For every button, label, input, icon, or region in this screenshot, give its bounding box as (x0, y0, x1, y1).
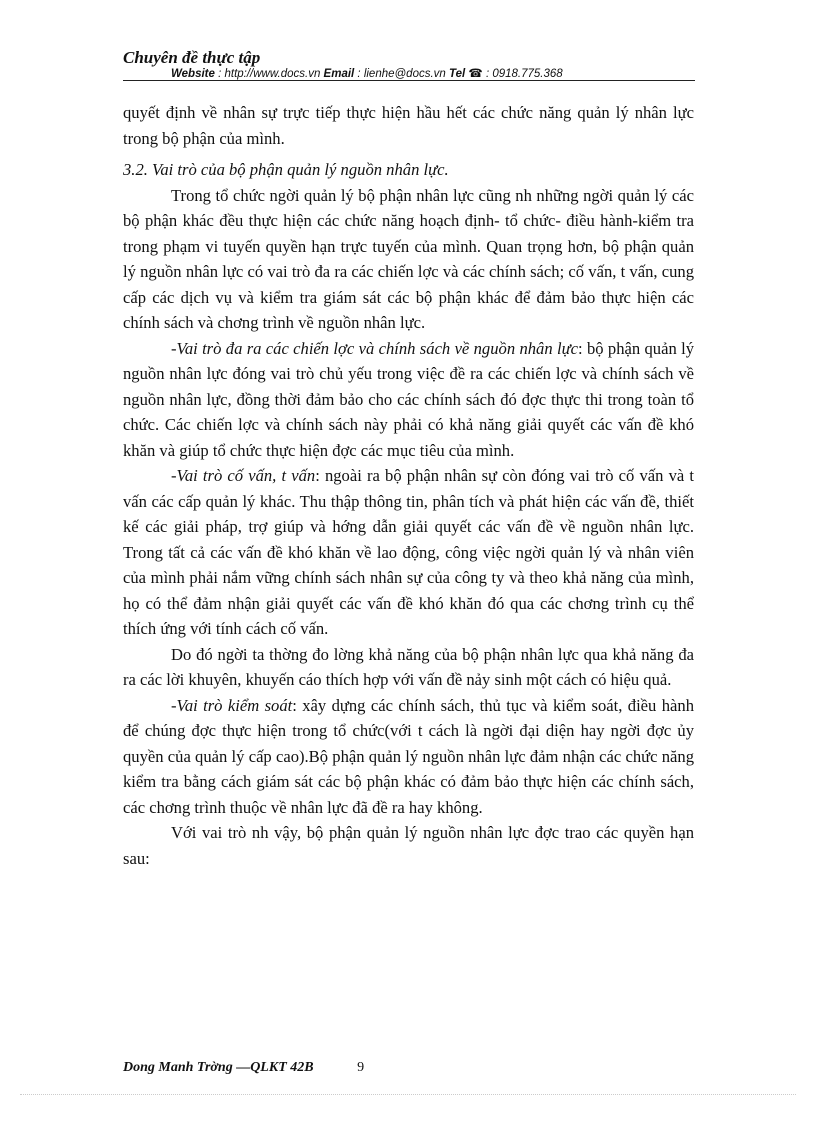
email-value: : lienhe@docs.vn (354, 68, 450, 80)
paragraph-strategy-role (123, 336, 694, 464)
paragraph-advisory-role (123, 463, 694, 642)
document-body (123, 100, 694, 871)
paragraph-control-role (123, 693, 694, 821)
text-advisory-role: : ngoài ra bộ phận nhân sự còn đóng vai trò cố vấn và t vấn các cấp quản lý khác. Thu thập thông tin, phân tích và phát hiện các vấn đề, thiết kế các giải pháp, trợ giúp và hớng dẫn giải quyết các vấn đề về nguồn nhân lực. Trong tất cả các vấn đề khó khăn về lao động, công việc ngời quản lý và nhân viên của mình phải nắm vững chính sách nhân sự của công ty và theo khả năng của mình, họ có thể đảm nhận giải quyết các vấn đề khó khăn đó qua các chơng trình cụ thể thích ứng với tính cách cố vấn. (123, 466, 694, 638)
page-footer (123, 1060, 364, 1076)
email-label: Email (323, 68, 355, 80)
paragraph-measurement: Do đó ngời ta thờng đo lờng khả năng của bộ phận nhân lực qua khả năng đa ra các lời khuyên, khuyến cáo thích hợp với vấn đề nảy sinh một cách có hiệu quả. (123, 644, 694, 689)
tel-value: : 0918.775.368 (482, 68, 563, 80)
term-control-role: -Vai trò kiểm soát (171, 695, 293, 715)
section-heading: 3.2. Vai trò của bộ phận quản lý nguồn nhân lực. (123, 160, 449, 179)
header-contact-line (171, 67, 695, 81)
bottom-divider (20, 1094, 796, 1095)
header-title: Chuyên đề thực tập (123, 48, 261, 67)
website-value: : http://www.docs.vn (214, 68, 324, 80)
tel-label: Tel (449, 68, 466, 80)
footer-author: Dong Manh Trờng —QLKT 42B (123, 1060, 314, 1075)
term-strategy-role: -Vai trò đa ra các chiến lợc và chính sách về nguồn nhân lực (171, 338, 579, 358)
website-label: Website (171, 68, 215, 80)
paragraph-continuation: quyết định về nhân sự trực tiếp thực hiện hầu hết các chức năng quản lý nhân lực trong bộ phận của mình. (123, 103, 694, 148)
header-divider (123, 80, 695, 81)
phone-icon: ☎ (468, 68, 483, 80)
text-control-role: : xây dựng các chính sách, thủ tục và kiểm soát, điều hành để chúng đợc thực hiện trong tổ chức(với t cách là ngời đại diện hay ngời đợc ủy quyền của quản lý cấp cao).Bộ phận quản lý nguồn nhân lực đảm nhận các chức năng kiểm tra bằng cách giám sát các bộ phận khác có đảm bảo thực hiện các chính sách, các chơng trình thuộc về nhân lực đã đề ra hay không. (123, 695, 694, 817)
term-advisory-role: -Vai trò cố vấn, t vấn (171, 466, 316, 485)
paragraph-intro: Trong tổ chức ngời quản lý bộ phận nhân lực cũng nh những ngời quản lý các bộ phận khác đều thực hiện các chức năng hoạch định- tổ chức- điều hành-kiểm tra trong phạm vi tuyến quyền hạn trực tuyến của mình. Quan trọng hơn, bộ phận quản lý nguồn nhân lực có vai trò đa ra các chiến lợc và các chính sách; cố vấn, t vấn, cung cấp các dịch vụ và kiểm tra giám sát các bộ phận khác để đảm bảo thực hiện các chính sách và chơng trình về nguồn nhân lực. (123, 185, 694, 332)
page-number: 9 (357, 1060, 365, 1075)
page-header (123, 48, 695, 81)
paragraph-authority: Với vai trò nh vậy, bộ phận quản lý nguồn nhân lực đợc trao các quyền hạn sau: (123, 823, 694, 868)
text-strategy-role: : bộ phận quản lý nguồn nhân lực đóng vai trò chủ yếu trong việc đề ra các chiến lợc và chính sách về nguồn nhân lực, đồng thời đảm bảo cho các chính sách đó đợc thực thi trong toàn tổ chức. Các chiến lợc và chính sách này phải có khả năng giải quyết các vấn đề khó khăn và giúp tổ chức thực hiện đợc các mục tiêu của mình. (123, 338, 694, 460)
